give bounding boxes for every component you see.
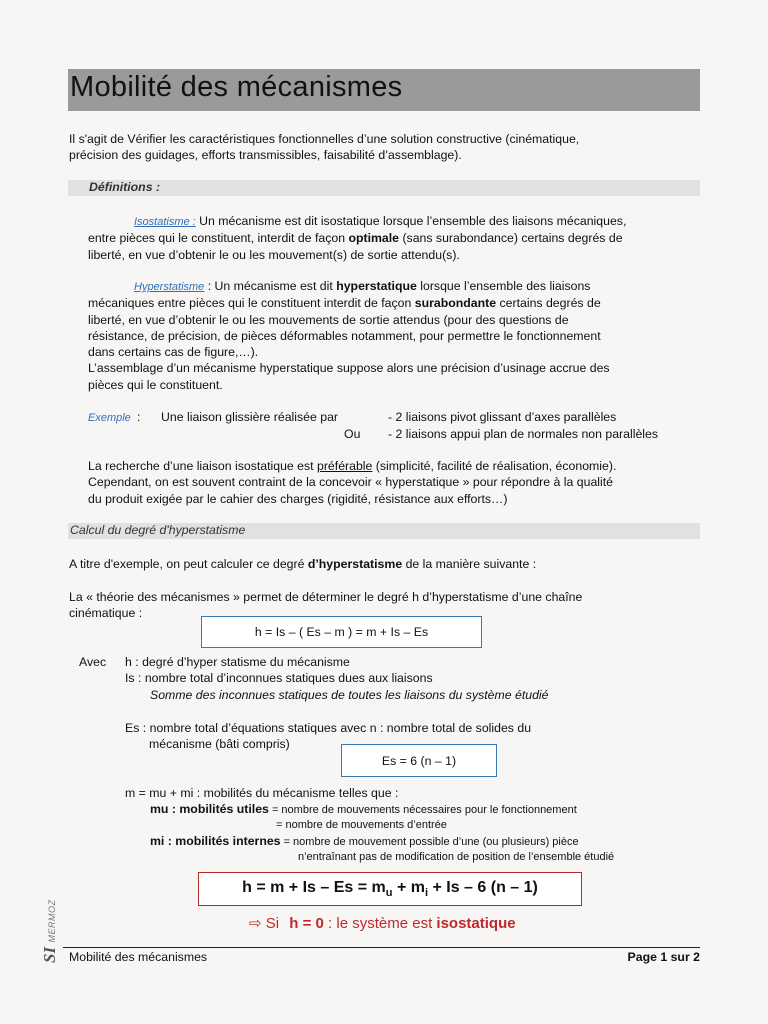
- title-bar: [68, 69, 700, 111]
- intro-paragraph: [69, 131, 709, 164]
- example-block: Exemple : Une liaison glissière réalisée par - 2 liaisons pivot glissant d’axes parallèles Ou - 2 liaisons appui plan de normales non parallèles: [88, 410, 659, 441]
- conclusion-line: ⇨ Si h = 0 : le système est isostatique: [249, 915, 516, 932]
- logo-si: SI: [40, 946, 59, 963]
- section-title-calcul: Calcul du degré d'hyperstatisme: [70, 523, 246, 537]
- is-definition: Is : nombre total d’inconnues statiques dues aux liaisons: [125, 671, 433, 685]
- is-note: Somme des inconnues statiques de toutes les liaisons du système étudié: [150, 688, 549, 702]
- intro-line-2: précision des guidages, efforts transmissibles, faisabilité d’assemblage).: [69, 148, 462, 163]
- mi-definition: mi : mobilités internes = nombre de mouvement possible d’une (ou plusieurs) pièce: [150, 834, 579, 848]
- footer-divider: [63, 947, 700, 948]
- term-hyperstatisme: Hyperstatisme: [134, 281, 205, 293]
- definition-hyperstatisme: Hyperstatisme : Un mécanisme est dit hyperstatique lorsque l’ensemble des liaisons mécaniques entre pièces qui le constituent interdit de façon surabondante certains degrés de liberté, en vue d’obtenir le ou les mouvements de sortie attendus (pour des questions de résistance, de précision, de pièces déformables notamment, pour permettre le fonctionnement dans certains cas de figure,…). L’assemblage d’un mécanisme hyperstatique suppose alors une précision d’usinage accrue des pièces qui le constituent.: [88, 279, 610, 392]
- formula-main: $h = m + Is - Es = m_u + m_i + Is - 6$ (n – 1): [242, 878, 538, 900]
- example-text: Une liaison glissière réalisée par: [161, 410, 339, 424]
- es-definition: Es : nombre total d’équations statiques avec n : nombre total de solides du mécanisme (bâti compris): [125, 721, 532, 752]
- footer-page-number: Page 1 sur 2: [627, 950, 700, 964]
- example-option-2: - 2 liaisons appui plan de normales non parallèles: [388, 427, 659, 441]
- formula-box-main: [198, 872, 582, 906]
- example-option-1: - 2 liaisons pivot glissant d’axes parallèles: [388, 410, 617, 424]
- formula-es: Es = 6 (n – 1): [381, 753, 457, 768]
- h-definition: h : degré d’hyper statisme du mécanisme: [125, 655, 350, 669]
- arrow-icon: ⇨: [249, 915, 262, 932]
- mi-definition-2: n’entraînant pas de modification de position de l’ensemble étudié: [298, 851, 615, 863]
- m-definition: m = mu + mi : mobilités du mécanisme telles que :: [125, 786, 399, 800]
- calc-intro: A titre d'exemple, on peut calculer ce degré d’hyperstatisme de la manière suivante :: [69, 557, 537, 571]
- intro-line-1: Il s'agit de Vérifier les caractéristiques fonctionnelles d’une solution constructive (cinématique,: [69, 132, 580, 146]
- example-or: Ou: [344, 427, 361, 441]
- page-title: Mobilité des mécanismes: [70, 71, 403, 103]
- section-band-definitions: [68, 180, 700, 196]
- mu-definition: mu : mobilités utiles = nombre de mouvements nécessaires pour le fonctionnement: [150, 802, 577, 816]
- logo: [40, 887, 62, 963]
- section-title-definitions: Définitions :: [89, 180, 161, 194]
- logo-mermoz: MERMOZ: [47, 899, 57, 943]
- section-band-calcul: [68, 523, 700, 539]
- example-label: Exemple: [88, 412, 131, 424]
- formula-box-h: [201, 616, 482, 648]
- footer-title: Mobilité des mécanismes: [69, 950, 208, 964]
- term-isostatisme: Isostatisme :: [134, 216, 196, 228]
- definition-isostatisme: Isostatisme : Un mécanisme est dit isostatique lorsque l’ensemble des liaisons mécaniques, entre pièces qui le constituent, interdit de façon optimale (sans surabondance) certains degrés de liberté, en vue d’obtenir le ou les mouvement(s) de sortie attendu(s).: [88, 214, 627, 262]
- mu-definition-2: = nombre de mouvements d’entrée: [276, 819, 447, 831]
- formula-h: h = Is – ( Es – m ) = m + Is – Es: [254, 625, 429, 639]
- theory-paragraph: La « théorie des mécanismes » permet de déterminer le degré h d’hyperstatisme d’une chaîne cinématique :: [69, 590, 583, 621]
- avec-label: Avec: [79, 655, 107, 669]
- preference-paragraph: La recherche d’une liaison isostatique est préférable (simplicité, facilité de réalisation, économie). Cependant, on est souvent contraint de la concevoir « hyperstatique » pour répondre à la qualité du produit exigée par le cahier des charges (rigidité, résistance aux efforts…): [88, 459, 617, 506]
- formula-box-es: [341, 744, 497, 777]
